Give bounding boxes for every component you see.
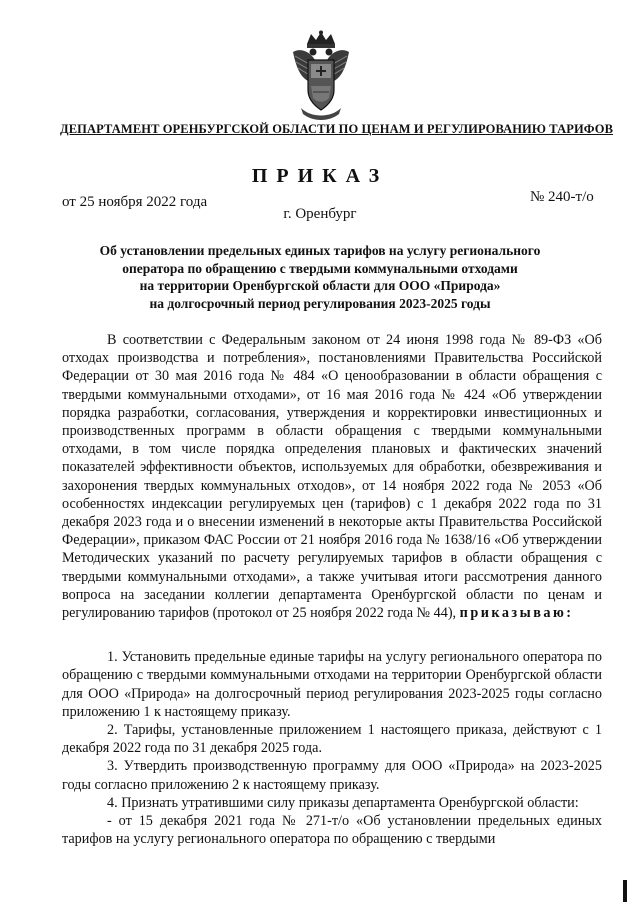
order-title [0, 242, 640, 312]
document-type-heading: ПРИКАЗ [251, 165, 389, 187]
order-number: № 240-т/о [530, 189, 594, 205]
scan-edge-mark [623, 880, 627, 902]
title-line-1: Об установлении предельных единых тарифов на услугу регионального [99, 243, 541, 258]
order-item-1: 1. Установить предельные единые тарифы на услугу регионального оператора по обращению с твердыми коммунальными отходами на территории Оренбургской области для ООО «Природа» на долгосрочный период регулирования 2023-2025 годы согласно приложению 1 к настоящему приказу. [62, 649, 602, 720]
title-line-3: на территории Оренбургской области для ООО «Природа» [139, 278, 501, 293]
order-date: от 25 ноября 2022 года [62, 194, 208, 210]
order-body [62, 331, 602, 848]
issue-city: г. Оренбург [283, 206, 357, 222]
coat-of-arms-icon [289, 30, 353, 122]
order-item-2: 2. Тарифы, установленные приложением 1 настоящего приказа, действуют с 1 декабря 2022 года по 31 декабря 2025 года. [62, 722, 602, 757]
order-item-4: 4. Признать утратившими силу приказы департамента Оренбургской области: [107, 794, 579, 811]
department-name: ДЕПАРТАМЕНТ ОРЕНБУРГСКОЙ ОБЛАСТИ ПО ЦЕНАМ И РЕГУЛИРОВАНИЮ ТАРИФОВ [60, 122, 614, 136]
preamble-paragraph [62, 331, 602, 622]
order-item-3: 3. Утвердить производственную программу для ООО «Природа» на 2023-2025 годы согласно приложению 2 к настоящему приказу. [62, 758, 602, 793]
title-line-2: оператора по обращению с твердыми коммунальными отходами [122, 260, 518, 276]
title-line-4: на долгосрочный период регулирования 2023-2025 годы [149, 295, 491, 311]
order-item-4-subitem: - от 15 декабря 2021 года № 271-т/о «Об установлении предельных единых тарифов на услугу регионального оператора по обращению с твердыми [62, 813, 602, 848]
preamble-text: В соответствии с Федеральным законом от 24 июня 1998 года № 89-ФЗ «Об отходах производства и потребления», постановлениями Правительства Российской Федерации от 30 мая 2016 года № 484 «О ценообразовании в области обращения с твердыми коммунальными отходами», от 16 мая 2016 года № 424 «Об утверждении порядка разработки, согласования, утверждения и корректировки инвестиционных и производственных программ в области обращения с твердыми коммунальными отходами, в том числе порядка определения плановых и фактических значений показателей эффективности объектов, используемых для обработки, обезвреживания и захоронения твердых коммунальных отходов», от 14 ноября 2022 года № 2053 «Об особенностях индексации регулируемых цен (тарифов) с 1 декабря 2022 года по 31 декабря 2023 года и о внесении изменений в некоторые акты Правительства Российской Федерации», приказом ФАС России от 21 ноября 2016 года № 1638/16 «Об утверждении Методических указаний по расчету регулируемых тарифов в области обращения с твердыми коммунальными отходами», а также учитывая итоги рассмотрения данного вопроса на заседании коллегии департамента Оренбургской области по ценам и регулированию тарифов (протокол от 25 ноября 2022 года № 44), [62, 332, 602, 622]
order-word: приказываю: [459, 605, 574, 622]
